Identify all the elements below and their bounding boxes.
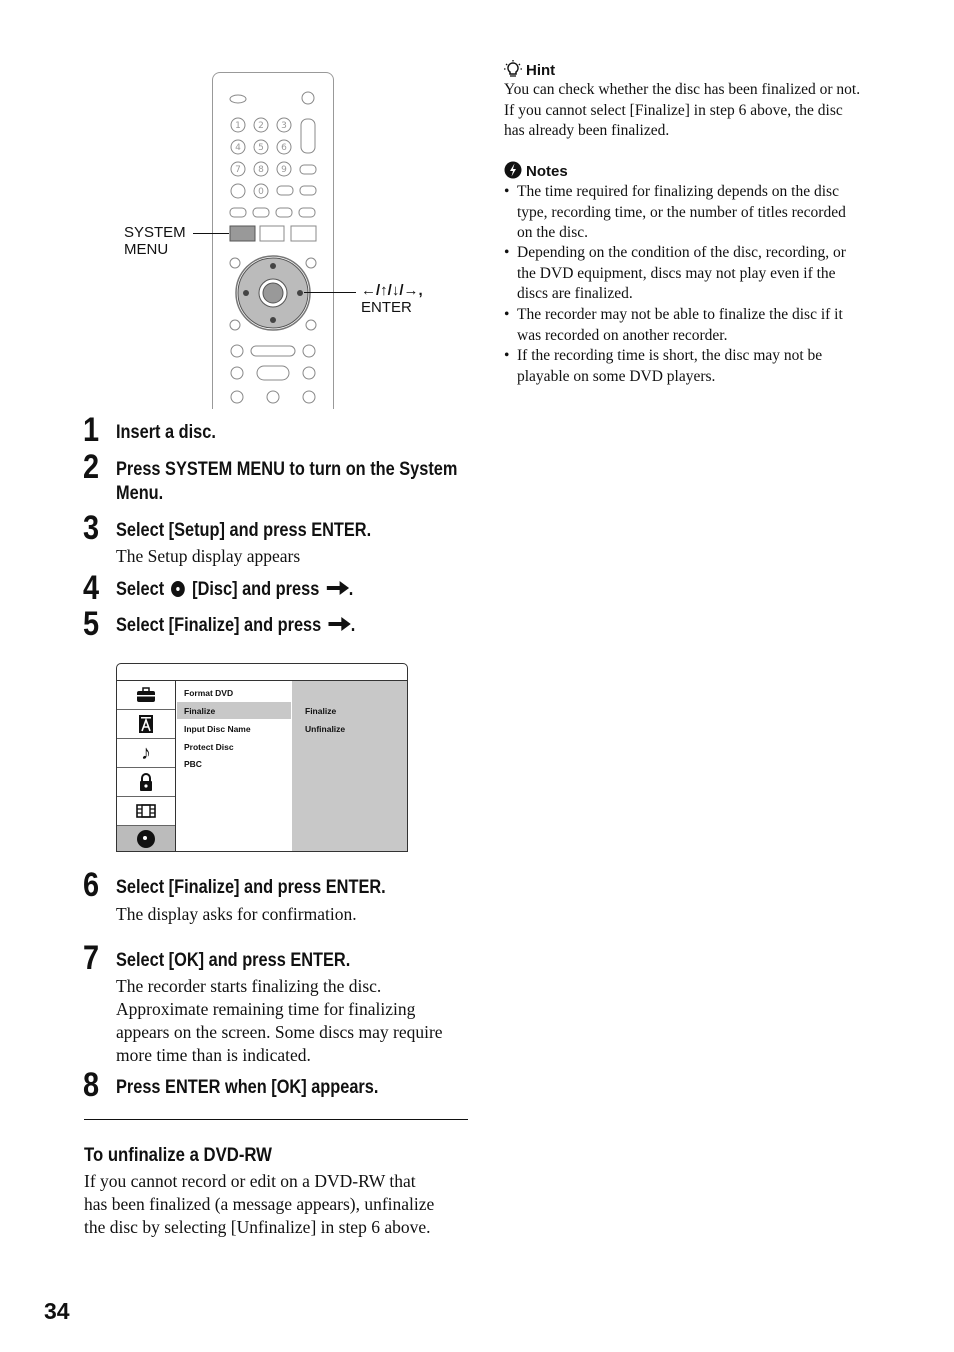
svg-text:3: 3 — [281, 121, 287, 131]
remote-control-illustration — [212, 72, 334, 409]
step-8-number: 8 — [83, 1066, 100, 1104]
step-7-title: Select [OK] and press ENTER. — [116, 950, 351, 971]
note-1-line3: on the disc. — [517, 224, 589, 241]
svg-text:1: 1 — [235, 121, 241, 131]
step-6-title: Select [Finalize] and press ENTER. — [116, 877, 386, 898]
svg-text:4: 4 — [235, 143, 241, 153]
unfinalize-heading: To unfinalize a DVD-RW — [84, 1145, 272, 1166]
callout-system-menu-line1: SYSTEM — [124, 224, 186, 241]
lightbulb-icon — [504, 60, 522, 78]
menu-option-unfinalize[interactable]: Unfinalize — [305, 724, 346, 734]
notes-label: Notes — [526, 163, 568, 180]
menu-item-protect-disc[interactable]: Protect Disc — [184, 742, 234, 752]
hint-text-line1: You can check whether the disc has been finalized or not. — [504, 81, 861, 98]
right-arrow-icon — [328, 617, 350, 631]
note-2-line3: discs are finalized. — [517, 285, 633, 302]
text-icon — [117, 710, 175, 739]
step-4-title-pre: Select — [116, 579, 165, 600]
step-4-number: 4 — [83, 569, 100, 607]
lock-icon — [117, 768, 175, 797]
callout-arrows-line1: ←/↑/↓/→, — [361, 282, 423, 299]
menu-item-input-disc-name[interactable]: Input Disc Name — [184, 724, 251, 734]
step-5-title — [116, 614, 355, 638]
step-4-title — [116, 578, 353, 602]
hint-text — [504, 80, 889, 142]
step-1-number: 1 — [83, 411, 100, 449]
step-1-title: Insert a disc. — [116, 422, 216, 443]
step-7-body-line1: The recorder starts finalizing the disc. — [116, 976, 382, 996]
svg-text:0: 0 — [258, 187, 264, 197]
step-7-body — [116, 975, 443, 1067]
note-1-line2: type, recording time, or the number of titles recorded — [517, 203, 846, 221]
hint-text-line2: If you cannot select [Finalize] in step 6 above, the disc — [504, 101, 843, 119]
unfinalize-body-line2: has been finalized (a message appears), unfinalize — [84, 1194, 435, 1214]
step-2-number: 2 — [83, 448, 100, 486]
arrows-leader-line — [304, 292, 356, 293]
step-3-number: 3 — [83, 509, 100, 547]
svg-text:2: 2 — [258, 121, 264, 131]
step-4-period: . — [348, 579, 354, 600]
page-number: 34 — [44, 1298, 70, 1324]
note-4-line1: • If the recording time is short, the disc may not be — [517, 347, 823, 364]
note-3-line1: • The recorder may not be able to finalize the disc if it — [517, 306, 843, 323]
hint-label: Hint — [526, 62, 556, 79]
menu-top-bar — [117, 664, 407, 681]
note-2-line2: the DVD equipment, discs may not play even if the — [517, 264, 836, 282]
notes-heading — [504, 161, 568, 180]
disc-icon — [117, 826, 175, 851]
step-3-title: Select [Setup] and press ENTER. — [116, 520, 372, 541]
step-7-number: 7 — [83, 939, 100, 977]
step-7-body-line4: more time than is indicated. — [116, 1045, 311, 1065]
callout-arrows-enter — [361, 282, 423, 316]
callout-arrows-line2: ENTER — [361, 299, 412, 316]
menu-option-finalize[interactable]: Finalize — [305, 706, 337, 716]
section-divider — [84, 1119, 468, 1120]
step-2-title-line2: Menu. — [116, 483, 164, 504]
step-5-number: 5 — [83, 605, 100, 643]
step-3-body: The Setup display appears — [116, 546, 301, 566]
callout-system-menu — [124, 224, 186, 258]
notes-icon — [504, 161, 522, 179]
step-7-body-line3: appears on the screen. Some discs may require — [116, 1022, 443, 1042]
step-4-title-post: [Disc] and press — [192, 579, 320, 600]
step-6-number: 6 — [83, 866, 100, 904]
disc-setup-menu-screenshot — [116, 663, 408, 852]
unfinalize-body-line3: the disc by selecting [Unfinalize] in step 6 above. — [84, 1217, 431, 1237]
disc-icon — [171, 581, 185, 597]
svg-text:9: 9 — [281, 165, 287, 175]
hint-heading — [504, 60, 555, 79]
toolbox-icon — [117, 681, 175, 710]
note-2-line1: • Depending on the condition of the disc, recording, or — [517, 244, 846, 261]
hint-text-line3: has already been finalized. — [504, 122, 670, 139]
note-3-line2: was recorded on another recorder. — [517, 326, 728, 344]
step-5-title-text: Select [Finalize] and press — [116, 615, 322, 636]
note-item — [504, 243, 889, 305]
note-4-line2: playable on some DVD players. — [517, 367, 716, 385]
menu-item-finalize[interactable]: Finalize — [184, 706, 216, 716]
menu-options-column — [292, 681, 407, 851]
svg-text:7: 7 — [235, 165, 241, 175]
step-2-title-line1: Press SYSTEM MENU to turn on the System — [116, 459, 458, 480]
unfinalize-body — [84, 1170, 474, 1239]
svg-text:6: 6 — [281, 143, 287, 153]
callout-system-menu-line2: MENU — [124, 241, 169, 258]
step-6-body: The display asks for confirmation. — [116, 904, 357, 924]
step-8-title: Press ENTER when [OK] appears. — [116, 1077, 379, 1098]
unfinalize-body-line1: If you cannot record or edit on a DVD-RW that — [84, 1171, 416, 1191]
note-item — [504, 182, 889, 244]
menu-items-column — [177, 681, 291, 851]
film-icon — [117, 797, 175, 826]
note-item — [504, 305, 889, 346]
note-1-line1: • The time required for finalizing depends on the disc — [517, 183, 839, 200]
system-menu-leader-line — [193, 233, 229, 234]
step-7-body-line2: Approximate remaining time for finalizing — [116, 999, 416, 1019]
right-arrow-icon — [326, 581, 348, 595]
menu-item-format-dvd[interactable]: Format DVD — [184, 688, 234, 698]
menu-item-pbc[interactable]: PBC — [184, 759, 202, 769]
music-note-icon: ♪ — [117, 739, 175, 768]
svg-text:8: 8 — [258, 165, 264, 175]
note-item — [504, 346, 889, 387]
step-5-period: . — [350, 615, 356, 636]
menu-icon-column — [117, 681, 176, 851]
svg-text:5: 5 — [258, 143, 264, 153]
